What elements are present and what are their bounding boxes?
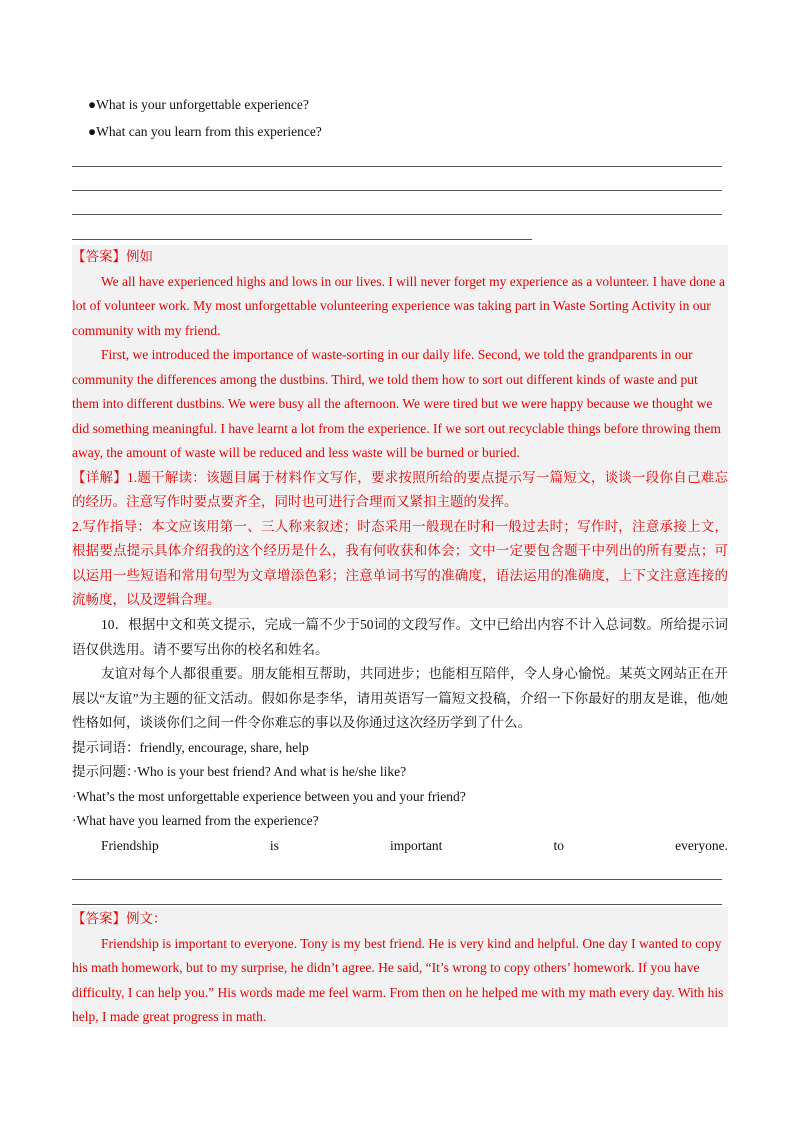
answer-line [72,879,722,880]
starter-word: is [269,837,279,853]
starter-word: Friendship [101,837,159,853]
answer-label: 【答案】例如 [72,249,153,264]
answer-line [72,239,532,240]
prompt-learn: ●What can you learn from this experience? [88,124,322,139]
starter-word: everyone. [675,837,728,853]
essay-starter [72,834,728,859]
answer-line [72,166,722,167]
answer-paragraph: We all have experienced highs and lows in our lives. I will never forget my experience as a volunteer. I have done a lot of volunteer work. My most unforgettable volunteering experience was taking part in Waste Sorting Activity in our community with my friend. [72,273,725,338]
question-context: 友谊对每个人都很重要。朋友能相互帮助，共同进步；也能相互陪伴，令人身心愉悦。某英文网站正在开展以“友谊”为主题的征文活动。假如你是李华，请用英语写一篇短文投稿，介绍一下你最好的朋友是谁，他/她性格如何，谈谈你们之间一件令你难忘的事以及你通过这次经历学到了什么。 [72,666,728,730]
starter-word: important [389,837,443,853]
hint-question: ·What’s the most unforgettable experience between you and your friend? [72,788,466,804]
hint-question: 提示问题：·Who is your best friend? And what is he/she like? [72,764,407,779]
answer-line [72,904,722,905]
starter-word: to [553,837,565,853]
writing-guidance: 2.写作指导：本文应该用第一、三人称来叙述；时态采用一般现在时和一般过去时；写作时，注意承接上文，根据要点提示具体介绍我的这个经历是什么，我有何收获和体会；文中一定要包含题干中列出的所有要点；可以运用一些短语和常用句型为文章增添色彩；注意单词书写的准确度，语法运用的准确度，上下文注意连接的流畅度，以及逻辑合理。 [72,518,728,607]
hint-question: ·What have you learned from the experience? [72,813,319,828]
prompt-unforgettable: ●What is your unforgettable experience? [88,97,309,112]
answer-block-2 [72,907,728,1027]
answer-label: 【答案】例文： [72,911,167,926]
answer-line [72,214,722,215]
hint-words: 提示词语：friendly, encourage, share, help [72,739,309,755]
answer-block-1 [72,245,728,608]
question-instructions: 10．根据中文和英文提示，完成一篇不少于50词的文段写作。文中已给出内容不计入总词数。所给提示词语仅供选用。请不要写出你的校名和姓名。 [72,617,728,657]
detail-explanation: 【详解】1.题干解读：该题目属于材料作文写作，要求按照所给的要点提示写一篇短文，谈谈一段你自己难忘的经历。注意写作时要点要齐全，同时也可进行合理而又紧扣主题的发挥。 [72,469,728,509]
question-10 [72,613,728,858]
answer-paragraph: First, we introduced the importance of waste-sorting in our daily life. Second, we told the grandparents in our community the differences among the dustbins. Third, we told them how to sort out different kinds of waste and put them into different dustbins. We were busy all the afternoon. We were tired but we were happy because we thought we did something meaningful. I have learnt a lot from the experience. If we sort out recyclable things before throwing them away, the amount of waste will be reduced and less waste will be burned or buried. [72,347,721,460]
answer-paragraph: Friendship is important to everyone. Tony is my best friend. He is very kind and helpful. One day I wanted to copy his math homework, but to my surprise, he didn’t agree. He said, “It’s wrong to copy others’ homework. If you have difficulty, I can help you.” His words made me feel warm. From then on he helped me with my math every day. With his help, I made great progress in math. [72,935,724,1024]
answer-line [72,190,722,191]
